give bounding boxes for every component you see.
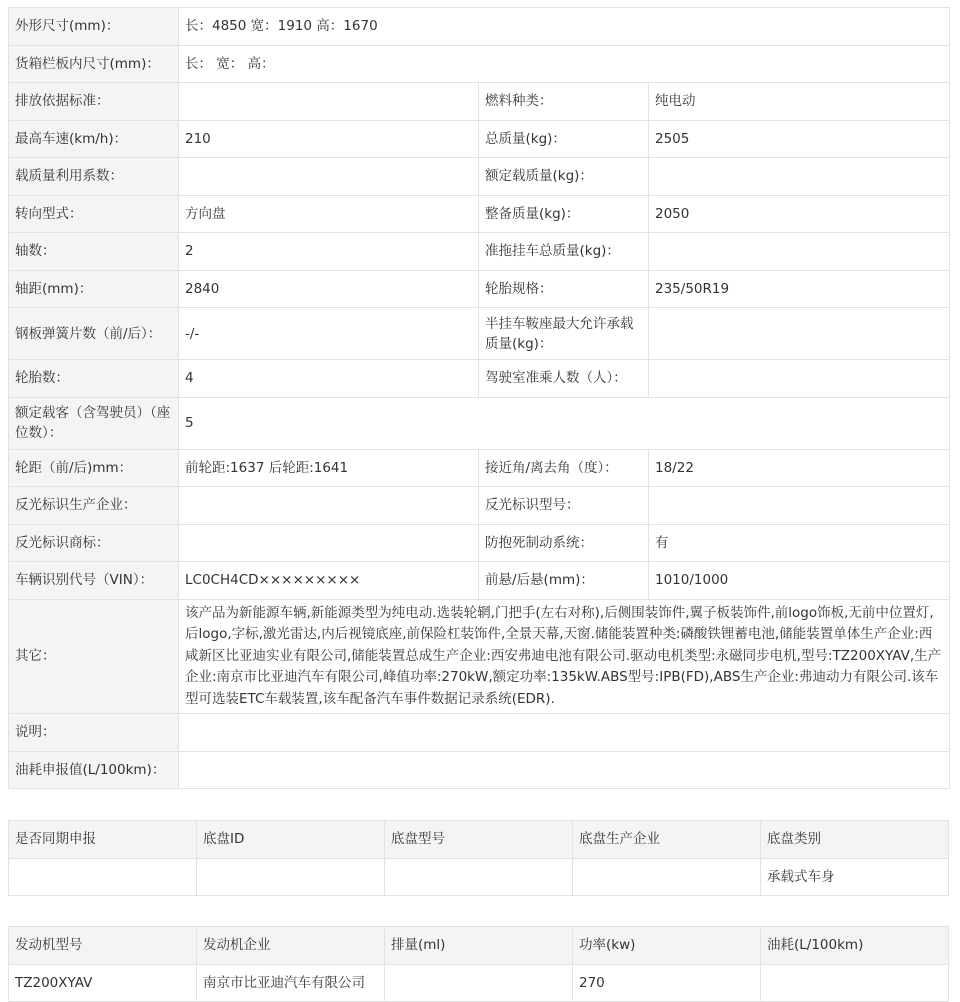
spec-label: 反光标识生产企业：	[9, 487, 179, 525]
spec-value	[179, 83, 479, 121]
spec-value: 长：4850 宽：1910 高：1670	[179, 8, 950, 46]
spec-label: 轮胎数：	[9, 360, 179, 398]
spec-value	[649, 308, 950, 360]
spec-value	[649, 487, 950, 525]
spec-value: 纯电动	[649, 83, 950, 121]
spec-label: 转向型式：	[9, 195, 179, 233]
engine-header-row	[9, 927, 949, 965]
spec-row-notes	[9, 714, 950, 752]
spec-row	[9, 233, 950, 271]
spec-label: 载质量利用系数：	[9, 158, 179, 196]
column-header: 底盘型号	[385, 821, 573, 859]
spec-value: 2840	[179, 270, 479, 308]
spec-value	[649, 158, 950, 196]
spec-row	[9, 195, 950, 233]
spec-value	[649, 360, 950, 398]
spec-label: 反光标识型号：	[479, 487, 649, 525]
column-header: 油耗(L/100km)	[761, 927, 949, 965]
chassis-table	[8, 820, 949, 896]
spec-row	[9, 308, 950, 360]
table-cell	[197, 858, 385, 896]
spec-label: 前悬/后悬(mm)：	[479, 562, 649, 600]
spec-value: 2050	[649, 195, 950, 233]
spec-row-rated-passengers	[9, 397, 950, 449]
spec-value: 18/22	[649, 449, 950, 487]
spec-label: 燃料种类：	[479, 83, 649, 121]
spec-value: 5	[179, 397, 950, 449]
spec-value	[179, 487, 479, 525]
spec-value: 2505	[649, 120, 950, 158]
spec-label: 接近角/离去角（度）：	[479, 449, 649, 487]
spec-value: 前轮距:1637 后轮距:1641	[179, 449, 479, 487]
spec-label: 外形尺寸(mm)：	[9, 8, 179, 46]
spec-row	[9, 158, 950, 196]
column-header: 发动机企业	[197, 927, 385, 965]
spec-label: 整备质量(kg)：	[479, 195, 649, 233]
spec-label: 轮距（前/后)mm：	[9, 449, 179, 487]
table-cell	[385, 964, 573, 1002]
spec-label: 说明：	[9, 714, 179, 752]
table-cell	[385, 858, 573, 896]
column-header: 功率(kw)	[573, 927, 761, 965]
spec-label: 油耗申报值(L/100km)：	[9, 751, 179, 789]
table-cell: 承载式车身	[761, 858, 949, 896]
chassis-header-row	[9, 821, 949, 859]
spec-row	[9, 360, 950, 398]
table-cell	[9, 858, 197, 896]
spec-label: 额定载客（含驾驶员）（座位数）：	[9, 397, 179, 449]
spec-value: 1010/1000	[649, 562, 950, 600]
spec-value	[179, 158, 479, 196]
spec-row-other	[9, 599, 950, 714]
spec-row	[9, 524, 950, 562]
table-cell	[761, 964, 949, 1002]
column-header: 底盘类别	[761, 821, 949, 859]
spec-label: 排放依据标准：	[9, 83, 179, 121]
spec-label: 货箱栏板内尺寸(mm)：	[9, 45, 179, 83]
spec-value: 长： 宽： 高：	[179, 45, 950, 83]
column-header: 发动机型号	[9, 927, 197, 965]
spec-row	[9, 83, 950, 121]
spec-label: 轮胎规格：	[479, 270, 649, 308]
spec-label: 总质量(kg)：	[479, 120, 649, 158]
spec-row-dimensions	[9, 8, 950, 46]
spec-row	[9, 120, 950, 158]
spec-label: 防抱死制动系统：	[479, 524, 649, 562]
spec-label: 轴数：	[9, 233, 179, 271]
spec-value: 4	[179, 360, 479, 398]
spec-row	[9, 562, 950, 600]
table-row	[9, 858, 949, 896]
spec-row-fuel-consumption	[9, 751, 950, 789]
spec-value: 235/50R19	[649, 270, 950, 308]
spec-value	[179, 524, 479, 562]
spec-value: -/-	[179, 308, 479, 360]
vehicle-spec-table	[8, 7, 950, 789]
spec-label: 其它：	[9, 599, 179, 714]
spec-label: 半挂车鞍座最大允许承载质量(kg)：	[479, 308, 649, 360]
spec-value	[649, 233, 950, 271]
spec-row	[9, 270, 950, 308]
table-cell: 南京市比亚迪汽车有限公司	[197, 964, 385, 1002]
engine-table	[8, 926, 949, 1002]
spec-label: 车辆识别代号（VIN）：	[9, 562, 179, 600]
spec-label: 钢板弹簧片数（前/后）：	[9, 308, 179, 360]
table-cell	[573, 858, 761, 896]
spec-label: 最高车速(km/h)：	[9, 120, 179, 158]
table-row	[9, 964, 949, 1002]
spec-value: 该产品为新能源车辆,新能源类型为纯电动.选装轮辋,门把手(左右对称),后侧围装饰件,翼子板装饰件,前logo饰板,无前中位置灯,后logo,字标,激光雷达,内后视镜底座,前保险杠装饰件,全景天幕,天窗.储能装置种类:磷酸铁锂蓄电池,储能装置单体生产企业:西咸新区比亚迪实业有限公司,储能装置总成生产企业:西安弗迪电池有限公司.驱动电机类型:永磁同步电机,型号:TZ200XYAV,生产企业:南京市比亚迪汽车有限公司,峰值功率:270kW,额定功率:135kW.ABS型号:IPB(FD),ABS生产企业:弗迪动力有限公司.该车型可选装ETC车载装置,该车配备汽车事件数据记录系统(EDR).	[179, 599, 950, 714]
table-cell: 270	[573, 964, 761, 1002]
spec-label: 驾驶室准乘人数（人）：	[479, 360, 649, 398]
spec-value: 2	[179, 233, 479, 271]
column-header: 是否同期申报	[9, 821, 197, 859]
spec-label: 准拖挂车总质量(kg)：	[479, 233, 649, 271]
column-header: 排量(ml)	[385, 927, 573, 965]
spec-value: 210	[179, 120, 479, 158]
spec-row-cargo-box	[9, 45, 950, 83]
spec-row	[9, 449, 950, 487]
spec-label: 额定载质量(kg)：	[479, 158, 649, 196]
spec-row	[9, 487, 950, 525]
spec-value	[179, 751, 950, 789]
spec-label: 轴距(mm)：	[9, 270, 179, 308]
spec-value: LC0CH4CD×××××××××	[179, 562, 479, 600]
spec-label: 反光标识商标：	[9, 524, 179, 562]
column-header: 底盘ID	[197, 821, 385, 859]
column-header: 底盘生产企业	[573, 821, 761, 859]
spec-value	[179, 714, 950, 752]
spec-value: 有	[649, 524, 950, 562]
spec-value: 方向盘	[179, 195, 479, 233]
table-cell: TZ200XYAV	[9, 964, 197, 1002]
